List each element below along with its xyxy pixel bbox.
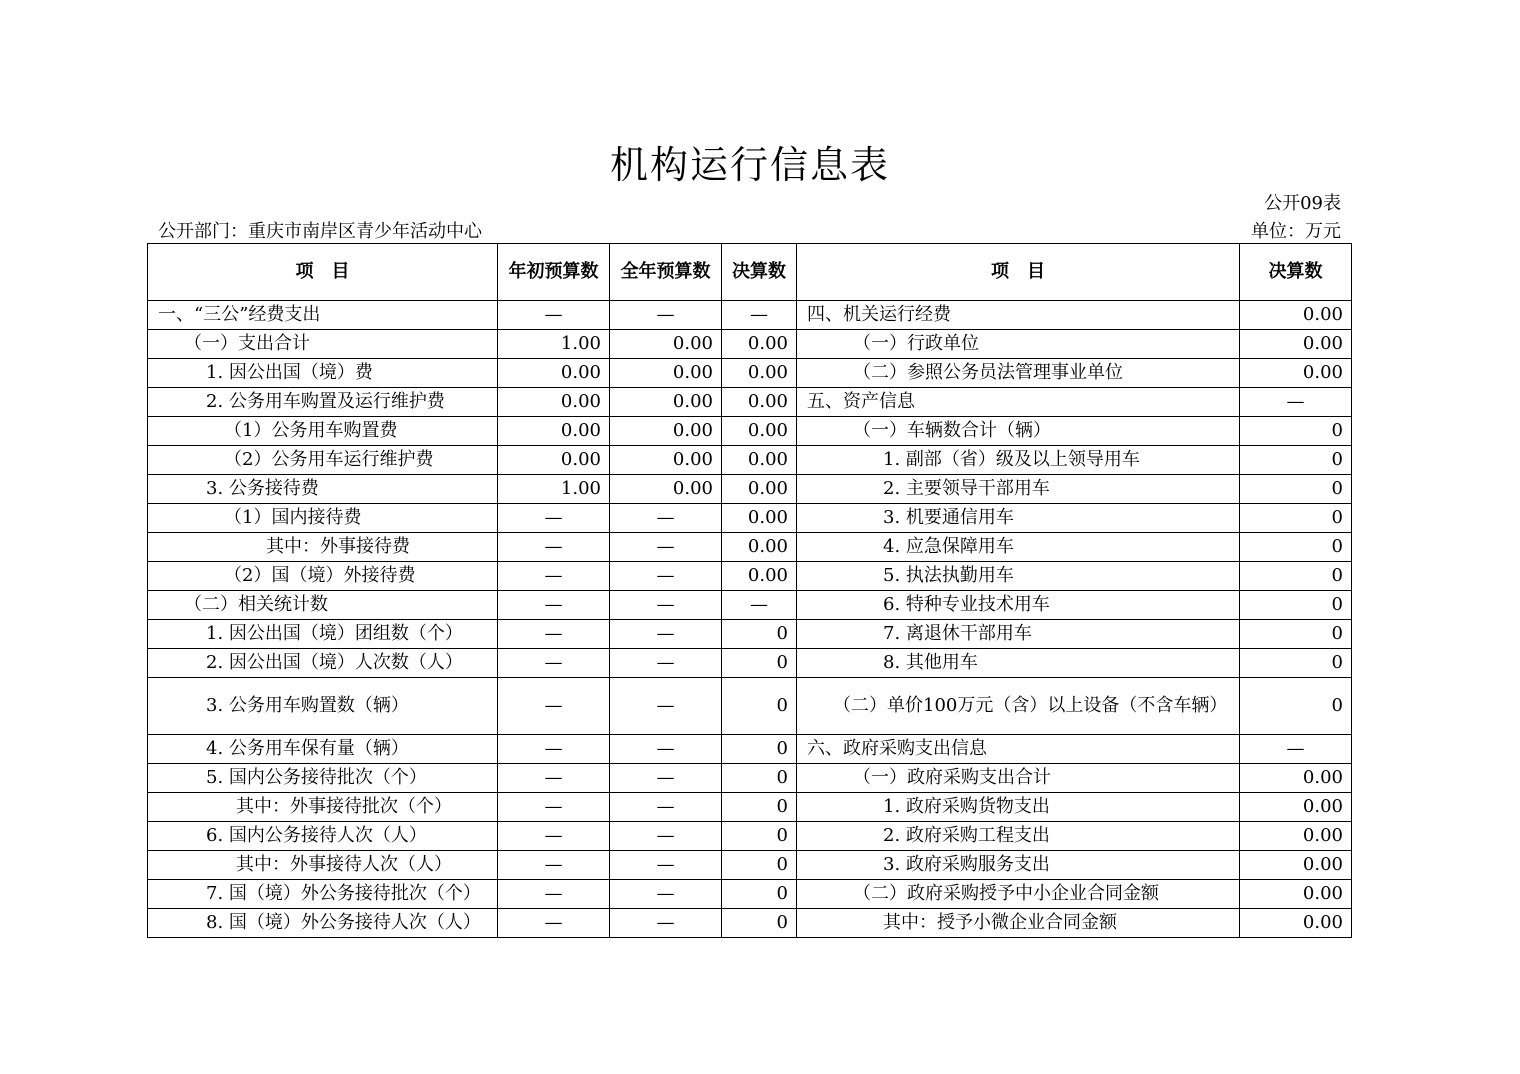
full-budget-cell: — [610, 793, 722, 822]
right-item: 4. 应急保障用车 [797, 533, 1240, 562]
left-item: 其中：外事接待人次（人） [148, 851, 498, 880]
table-header-row [148, 244, 1352, 301]
right-item: 5. 执法执勤用车 [797, 562, 1240, 591]
right-final-cell: 0.00 [1240, 822, 1352, 851]
begin-budget-cell: — [498, 909, 610, 938]
table-code: 公开09表 [1264, 193, 1341, 214]
table-row [148, 620, 1352, 649]
header-final-right: 决算数 [1240, 244, 1352, 301]
left-item: 其中：外事接待批次（个） [148, 793, 498, 822]
right-final-cell: 0 [1240, 562, 1352, 591]
left-item: 3. 公务用车购置数（辆） [148, 678, 498, 735]
final-cell: 0 [722, 649, 797, 678]
left-item: （2）公务用车运行维护费 [148, 446, 498, 475]
begin-budget-cell: — [498, 678, 610, 735]
left-item: （二）相关统计数 [148, 591, 498, 620]
table-row [148, 851, 1352, 880]
begin-budget-cell: 1.00 [498, 330, 610, 359]
right-item: 四、机关运行经费 [797, 301, 1240, 330]
begin-budget-cell: 0.00 [498, 446, 610, 475]
final-cell: 0 [722, 735, 797, 764]
right-final-cell: 0.00 [1240, 880, 1352, 909]
full-budget-cell: — [610, 822, 722, 851]
right-final-cell: 0.00 [1240, 301, 1352, 330]
right-item: （一）政府采购支出合计 [797, 764, 1240, 793]
left-item: 其中：外事接待费 [148, 533, 498, 562]
final-cell: — [722, 591, 797, 620]
table-row [148, 909, 1352, 938]
table-row [148, 417, 1352, 446]
right-final-cell: 0 [1240, 446, 1352, 475]
final-cell: 0.00 [722, 475, 797, 504]
begin-budget-cell: — [498, 301, 610, 330]
full-budget-cell: 0.00 [610, 388, 722, 417]
begin-budget-cell: — [498, 620, 610, 649]
info-table [147, 243, 1352, 938]
header-full-budget: 全年预算数 [610, 244, 722, 301]
full-budget-cell: 0.00 [610, 330, 722, 359]
left-item: 1. 因公出国（境）团组数（个） [148, 620, 498, 649]
right-item: （二）政府采购授予中小企业合同金额 [797, 880, 1240, 909]
right-item: 2. 政府采购工程支出 [797, 822, 1240, 851]
right-item: 7. 离退休干部用车 [797, 620, 1240, 649]
right-final-cell: 0 [1240, 533, 1352, 562]
final-cell: 0.00 [722, 388, 797, 417]
begin-budget-cell: — [498, 649, 610, 678]
full-budget-cell: — [610, 562, 722, 591]
right-item: 六、政府采购支出信息 [797, 735, 1240, 764]
left-item: （1）公务用车购置费 [148, 417, 498, 446]
final-cell: 0.00 [722, 504, 797, 533]
final-cell: 0 [722, 764, 797, 793]
right-item: 2. 主要领导干部用车 [797, 475, 1240, 504]
begin-budget-cell: — [498, 591, 610, 620]
full-budget-cell: — [610, 504, 722, 533]
left-item: 2. 因公出国（境）人次数（人） [148, 649, 498, 678]
begin-budget-cell: 0.00 [498, 388, 610, 417]
begin-budget-cell: — [498, 504, 610, 533]
table-row [148, 301, 1352, 330]
final-cell: 0.00 [722, 417, 797, 446]
begin-budget-cell: — [498, 851, 610, 880]
table-row [148, 735, 1352, 764]
left-item: 一、“三公”经费支出 [148, 301, 498, 330]
right-item: （二）单价100万元（含）以上设备（不含车辆） [797, 678, 1240, 735]
final-cell: 0 [722, 678, 797, 735]
right-final-cell: 0 [1240, 591, 1352, 620]
table-row [148, 880, 1352, 909]
right-final-cell: 0.00 [1240, 851, 1352, 880]
right-final-cell: 0.00 [1240, 330, 1352, 359]
table-row [148, 388, 1352, 417]
full-budget-cell: — [610, 533, 722, 562]
table-row [148, 793, 1352, 822]
begin-budget-cell: 0.00 [498, 359, 610, 388]
right-final-cell: 0.00 [1240, 909, 1352, 938]
unit-label: 单位：万元 [1251, 221, 1341, 242]
full-budget-cell: 0.00 [610, 446, 722, 475]
right-final-cell: — [1240, 735, 1352, 764]
right-final-cell: 0 [1240, 620, 1352, 649]
table-row [148, 822, 1352, 851]
right-final-cell: 0 [1240, 475, 1352, 504]
full-budget-cell: — [610, 880, 722, 909]
full-budget-cell: — [610, 735, 722, 764]
final-cell: 0.00 [722, 562, 797, 591]
final-cell: 0 [722, 851, 797, 880]
right-final-cell: 0.00 [1240, 793, 1352, 822]
full-budget-cell: 0.00 [610, 359, 722, 388]
final-cell: 0.00 [722, 533, 797, 562]
right-final-cell: 0 [1240, 504, 1352, 533]
full-budget-cell: — [610, 909, 722, 938]
begin-budget-cell: — [498, 822, 610, 851]
right-final-cell: 0 [1240, 417, 1352, 446]
final-cell: 0 [722, 793, 797, 822]
left-item: 7. 国（境）外公务接待批次（个） [148, 880, 498, 909]
right-item: 1. 政府采购货物支出 [797, 793, 1240, 822]
right-item: 6. 特种专业技术用车 [797, 591, 1240, 620]
full-budget-cell: 0.00 [610, 417, 722, 446]
final-cell: 0.00 [722, 359, 797, 388]
full-budget-cell: — [610, 649, 722, 678]
header-begin-budget: 年初预算数 [498, 244, 610, 301]
left-item: 6. 国内公务接待人次（人） [148, 822, 498, 851]
table-row [148, 504, 1352, 533]
left-item: 4. 公务用车保有量（辆） [148, 735, 498, 764]
full-budget-cell: — [610, 764, 722, 793]
right-item: 3. 机要通信用车 [797, 504, 1240, 533]
right-final-cell: — [1240, 388, 1352, 417]
full-budget-cell: — [610, 678, 722, 735]
right-item: 其中：授予小微企业合同金额 [797, 909, 1240, 938]
left-item: 3. 公务接待费 [148, 475, 498, 504]
left-item: 2. 公务用车购置及运行维护费 [148, 388, 498, 417]
right-final-cell: 0.00 [1240, 764, 1352, 793]
table-row [148, 533, 1352, 562]
header-final: 决算数 [722, 244, 797, 301]
table-row [148, 359, 1352, 388]
left-item: 1. 因公出国（境）费 [148, 359, 498, 388]
begin-budget-cell: — [498, 533, 610, 562]
table-row [148, 591, 1352, 620]
begin-budget-cell: — [498, 764, 610, 793]
final-cell: 0.00 [722, 330, 797, 359]
left-item: 5. 国内公务接待批次（个） [148, 764, 498, 793]
left-item: （1）国内接待费 [148, 504, 498, 533]
right-final-cell: 0 [1240, 678, 1352, 735]
page-title: 机构运行信息表 [609, 143, 890, 187]
full-budget-cell: — [610, 591, 722, 620]
right-final-cell: 0 [1240, 649, 1352, 678]
table-row [148, 475, 1352, 504]
full-budget-cell: — [610, 620, 722, 649]
final-cell: — [722, 301, 797, 330]
begin-budget-cell: — [498, 735, 610, 764]
table-row [148, 562, 1352, 591]
header-item: 项 目 [148, 244, 498, 301]
right-item: （二）参照公务员法管理事业单位 [797, 359, 1240, 388]
left-item: 8. 国（境）外公务接待人次（人） [148, 909, 498, 938]
right-item: 3. 政府采购服务支出 [797, 851, 1240, 880]
right-item: 1. 副部（省）级及以上领导用车 [797, 446, 1240, 475]
final-cell: 0.00 [722, 446, 797, 475]
final-cell: 0 [722, 909, 797, 938]
table-row [148, 330, 1352, 359]
final-cell: 0 [722, 620, 797, 649]
right-item: 五、资产信息 [797, 388, 1240, 417]
right-final-cell: 0.00 [1240, 359, 1352, 388]
begin-budget-cell: — [498, 793, 610, 822]
table-row [148, 764, 1352, 793]
left-item: （一）支出合计 [148, 330, 498, 359]
final-cell: 0 [722, 880, 797, 909]
begin-budget-cell: — [498, 880, 610, 909]
header-item-right: 项 目 [797, 244, 1240, 301]
begin-budget-cell: 0.00 [498, 417, 610, 446]
full-budget-cell: 0.00 [610, 475, 722, 504]
left-item: （2）国（境）外接待费 [148, 562, 498, 591]
full-budget-cell: — [610, 301, 722, 330]
table-row [148, 678, 1352, 735]
final-cell: 0 [722, 822, 797, 851]
right-item: （一）行政单位 [797, 330, 1240, 359]
table-row [148, 649, 1352, 678]
department-label: 公开部门：重庆市南岸区青少年活动中心 [158, 221, 482, 242]
right-item: （一）车辆数合计（辆） [797, 417, 1240, 446]
table-row [148, 446, 1352, 475]
begin-budget-cell: — [498, 562, 610, 591]
right-item: 8. 其他用车 [797, 649, 1240, 678]
begin-budget-cell: 1.00 [498, 475, 610, 504]
full-budget-cell: — [610, 851, 722, 880]
